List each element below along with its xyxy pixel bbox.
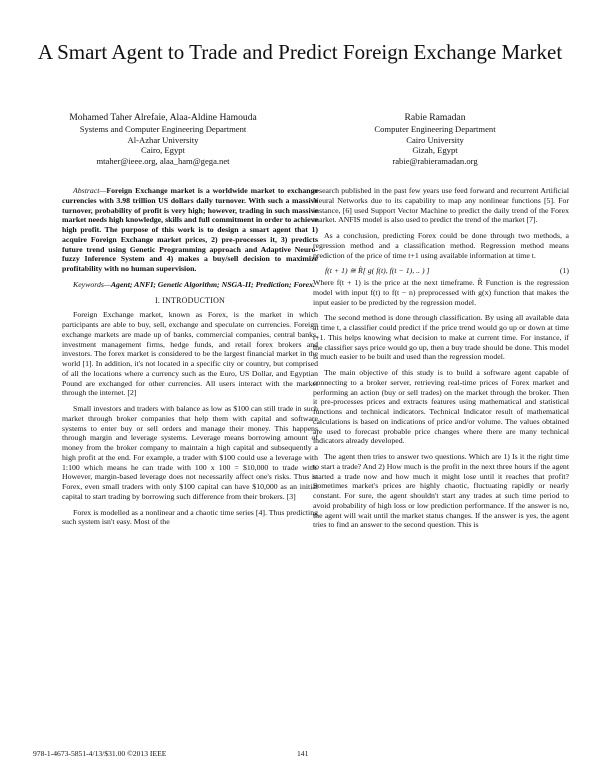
author-email: mtaher@ieee.org, alaa_ham@gega.net <box>96 155 230 166</box>
paragraph: Forex is modelled as a nonlinear and a chaotic time series [4]. Thus predicting such system isn't easy. Most of the <box>62 507 318 527</box>
author-org: Cairo University <box>406 134 464 145</box>
right-column <box>313 186 569 536</box>
abstract-label: Abstract— <box>73 186 107 195</box>
author-dept: Systems and Computer Engineering Department <box>79 124 247 134</box>
paragraph: The second method is done through classification. By using all available data at time t, a classifier could predict if the price trend would go up or down at time t+1. This helps knowing what decision to make at current time. For instance, if the classifier says price would go up, then a buy trade should be done. This model is much easier to be built and used than the regression model. <box>313 313 569 362</box>
keywords <box>62 280 318 290</box>
paragraph: research published in the past few years use feed forward and recurrent Artificial Neural Networks due to its capability to map any nonlinear functions [5]. For instance, [6] used Support Vector Machine to predict the daily trend of the Forex market. ANFIS model is also used to predict the trend of the market [7]. <box>313 186 569 225</box>
author-name: Rabie Ramadan <box>404 112 466 123</box>
author-location: Cairo, Egypt <box>141 145 185 156</box>
paragraph: Small investors and traders with balance as low as $100 can still trade in such market through broker companies that help them with capital and software systems to enter buy or sell orders and manage their money. This happens through margin and leverage systems. Leverage means borrowing amount of money from the broker company to maintain a high capital and subsequently a high profit at the end. For example, a trader with $100 could use a leverage with 1:100 which means he can trade with 100 x 100 = $10,000 to trade with. However, margin-based leverage does not necessarily affect one's risks. Thus in Forex, even small traders with only $100 capital can have $10,000 as an initial capital to start trading by borrowing such difference from their brokers. [3] <box>62 404 318 501</box>
paragraph: As a conclusion, predicting Forex could be done through two methods, a regression method and a classification method. Regression method means prediction of the price of time t+1 using available information at time t. <box>313 231 569 260</box>
author-dept: Computer Engineering Department <box>374 124 496 134</box>
left-column <box>62 186 318 533</box>
paper-title: A Smart Agent to Trade and Predict Foreign Exchange Market <box>37 40 563 64</box>
author-block-2 <box>305 111 565 166</box>
equation <box>313 266 569 276</box>
paragraph: Foreign Exchange market, known as Forex, is the market in which participants are able to buy, sell, exchange and speculate on currencies. Foreign exchange markets are made up of banks, commercial companies, central banks, investment management firms, hedge funds, and retail forex brokers and investors. The forex market is considered to be the largest financial market in the world [1]. In addition, it's not located in a specific city or country, but comprised of all the locations where a currency such as the Euro, US Dollar, and Egyptian Pound are exchanged for other currencies. All users interact with the market through the internet. [2] <box>62 310 318 398</box>
footer-copyright: 978-1-4673-5851-4/13/$31.00 ©2013 IEEE <box>33 749 167 758</box>
equation-body: f(t + 1) ≅ R̂[ g( f(t), f(t − 1), .. ) ] <box>325 266 430 276</box>
page-number: 141 <box>297 749 309 758</box>
author-block-1 <box>33 111 293 166</box>
paragraph: The agent then tries to answer two questions. Which are 1) Is it the right time to start a trade? And 2) How much is the profit in the next three hours if the agent started a trade now and how much it might lose until it reaches that profit? Sometimes market's prices are highly chaotic, fluctuating rapidly or nearly constant. For sure, the agent shouldn't start any trades at such time period to avoid probability of high loss or low prediction performance. If the answer is no, the agent will wait until the market status changes. If the answer is yes, the agent tries to find an answer to the second question. This is <box>313 452 569 530</box>
author-name: Mohamed Taher Alrefaie, Alaa-Aldine Hamouda <box>69 112 257 123</box>
keywords-text: Agent; ANFI; Genetic Algorithm; NSGA-II; Prediction; Forex. <box>110 279 315 289</box>
author-email: rabie@rabieramadan.org <box>392 155 478 166</box>
abstract <box>62 186 318 274</box>
section-heading: I. INTRODUCTION <box>154 295 226 305</box>
paragraph: Where f(t + 1) is the price at the next timeframe. R̂ Function is the regression model with input f(t) to f(t − n) preprocessed with g(x) function that makes the input easier to be predicted by the regression model. <box>313 278 569 307</box>
author-org: Al-Azhar University <box>127 134 199 145</box>
keywords-label: Keywords— <box>73 279 111 289</box>
equation-number: (1) <box>559 266 569 276</box>
abstract-text: Foreign Exchange market is a worldwide market to exchange currencies with 3.98 trillion US dollars daily turnover. With such a massive turnover, probability of profit is very high; however, trading in such massive market needs high knowledge, skills and full commitment in order to achieve high profit. The purpose of this work is to design a smart agent that 1) acquire Foreign Exchange market prices, 2) pre-processes it, 3) predicts future trend using Genetic Programming approach and Adaptive Neuro-fuzzy Inference System and 4) makes a buy/sell decision to maximize profitability with no human supervision. <box>62 186 318 273</box>
author-location: Gizah, Egypt <box>412 145 458 156</box>
paragraph: The main objective of this study is to build a software agent capable of connecting to a broker server, retrieving real-time prices of Forex market and performing an action (buy or sell trades) on the market through the broker. Then it pre-processes prices and extracts features using mathematical and statistical functions and technical indicators. Technical Indicator result of mathematical calculations is based on indications of price and/or volume. The values obtained are used to forecast probable price changes where there are many technical indicators already developed. <box>313 368 569 446</box>
